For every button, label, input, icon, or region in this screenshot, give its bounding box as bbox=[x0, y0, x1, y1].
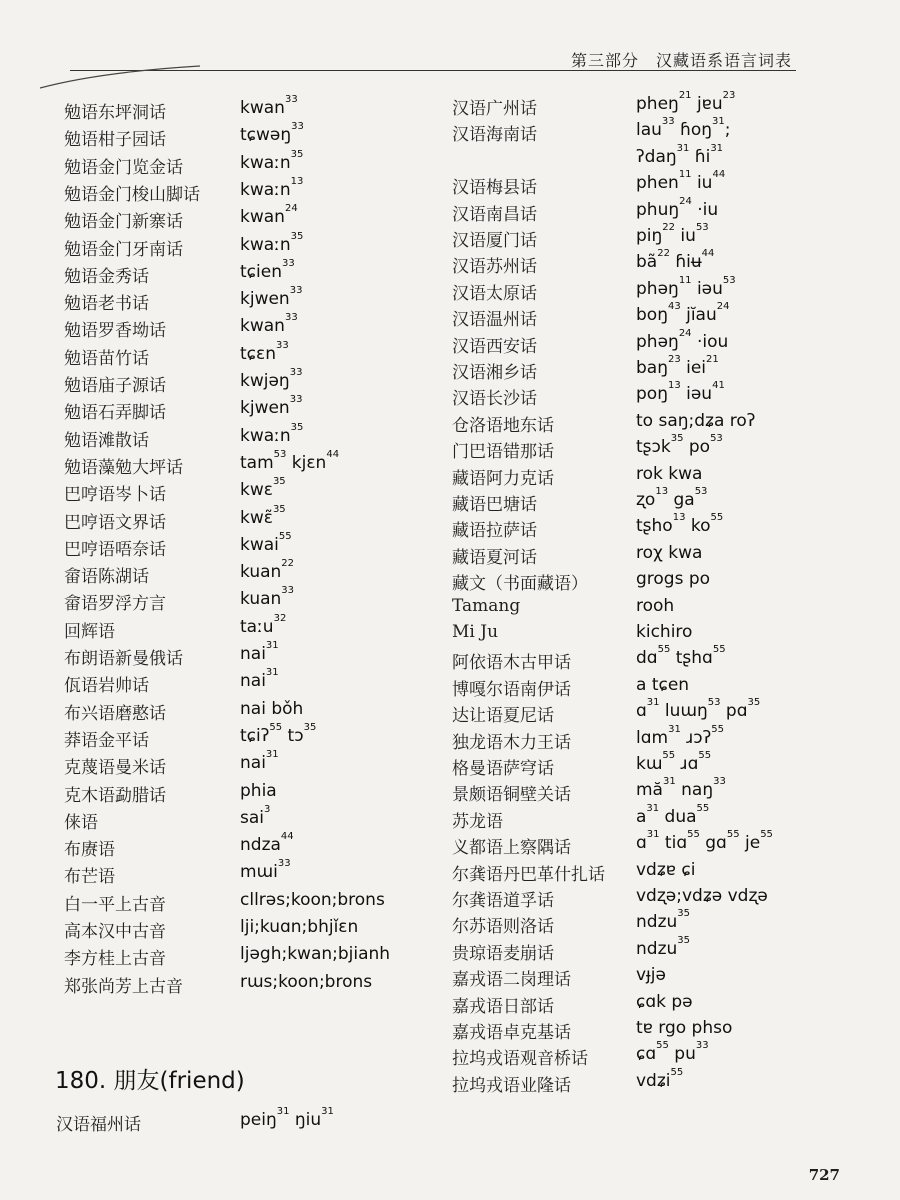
dialect-name: 独龙语木力王话 bbox=[452, 732, 571, 753]
word-form: taːu$^{32}$ bbox=[240, 612, 287, 637]
word-form: phəŋ$^{11}$ iəu$^{53}$ bbox=[636, 274, 736, 299]
dialect-name: 巴哼语唔奈话 bbox=[64, 539, 166, 560]
word-form: peiŋ$^{31}$ ŋiu$^{31}$ bbox=[240, 1106, 334, 1130]
word-form: tam$^{53}$ kjɛn$^{44}$ bbox=[240, 448, 340, 473]
dialect-name: 勉语罗香坳话 bbox=[64, 321, 166, 342]
word-form: $a^{31}$ dua$^{55}$ bbox=[636, 802, 710, 827]
dialect-name: 汉语太原话 bbox=[452, 283, 537, 304]
dialect-name: 藏语巴塘话 bbox=[452, 495, 537, 515]
dialect-name: 克木语勐腊话 bbox=[64, 785, 166, 806]
word-form: phuŋ$^{24}$ ·iu bbox=[636, 195, 719, 220]
dialect-name: 勉语庙子源话 bbox=[64, 376, 166, 396]
word-form: kwan$^{33}$ bbox=[240, 312, 298, 337]
dialect-name: 勉语东坪洞话 bbox=[64, 103, 166, 123]
word-form: tɕwəŋ$^{33}$ bbox=[240, 121, 304, 146]
word-form: roχ kwa bbox=[636, 542, 703, 563]
word-form: nai$^{31}$ bbox=[240, 640, 279, 664]
word-form: nai$^{31}$ bbox=[240, 667, 279, 692]
word-form: tʂho$^{13}$ $ko^{55}$ bbox=[636, 512, 724, 537]
dialect-name: 畲语陈湖话 bbox=[64, 567, 149, 588]
dialect-name: 郑张尚芳上古音 bbox=[64, 976, 183, 997]
word-form: kwaːn$^{35}$ bbox=[240, 230, 304, 255]
word-form: ndzu$^{35}$ bbox=[636, 934, 690, 959]
word-form: $mă^{31}$ naŋ$^{33}$ bbox=[636, 776, 726, 801]
word-form: pheŋ$^{21}$ jɐu$^{23}$ bbox=[636, 90, 736, 114]
dialect-name: 藏文（书面藏语） bbox=[452, 574, 588, 595]
dialect-name: 拉坞戎语观音桥话 bbox=[452, 1049, 588, 1070]
dialect-name: 布芒语 bbox=[64, 867, 115, 888]
page-curl-line bbox=[40, 60, 200, 90]
word-form: kjwen$^{33}$ bbox=[240, 394, 303, 419]
word-form: kwɛ̃$^{35}$ bbox=[240, 503, 286, 528]
dialect-name: 汉语湘乡话 bbox=[452, 363, 537, 383]
dialect-name: 藏语阿力克话 bbox=[452, 468, 554, 489]
dialect-name: 格曼语萨穹话 bbox=[452, 759, 554, 779]
word-form: kichiro bbox=[636, 622, 693, 642]
dialect-name: 苏龙语 bbox=[452, 811, 503, 832]
word-form: rooh bbox=[636, 595, 675, 616]
word-form: ɕɑ$^{55}$ $pu^{33}$ bbox=[636, 1040, 709, 1065]
dialect-name: 布赓语 bbox=[64, 840, 115, 861]
word-form: kwjəŋ$^{33}$ bbox=[240, 367, 303, 391]
dialect-name: 勉语金秀话 bbox=[64, 266, 149, 287]
dialect-name: 李方桂上古音 bbox=[64, 949, 166, 970]
dialect-name: 汉语广州话 bbox=[452, 99, 537, 119]
word-form: ndzu$^{35}$ bbox=[636, 908, 690, 933]
dialect-name: 尔龚语道孚话 bbox=[452, 891, 554, 911]
word-form: vdʐə;vdʑə vdʐə bbox=[636, 886, 768, 906]
dialect-name: 布兴语磨憨话 bbox=[64, 703, 166, 724]
word-form: boŋ$^{43}$ jĭau$^{24}$ bbox=[636, 301, 730, 326]
word-form: kwaːn$^{35}$ bbox=[240, 148, 304, 173]
page-number: 727 bbox=[808, 1166, 840, 1184]
word-form: ndza$^{44}$ bbox=[240, 831, 294, 856]
dialect-name: 门巴语错那话 bbox=[452, 442, 554, 463]
word-form: baŋ$^{23}$ iei$^{21}$ bbox=[636, 354, 719, 378]
dialect-name: 尔龚语丹巴革什扎话 bbox=[452, 864, 605, 885]
dialect-name: 俫语 bbox=[64, 812, 98, 833]
dialect-name: 勉语金门新寨话 bbox=[64, 212, 183, 233]
dialect-name: 汉语西安话 bbox=[452, 336, 537, 357]
dialect-name: 勉语金门览金话 bbox=[64, 157, 183, 178]
word-form: lau$^{33}$ ɦoŋ$^{31}$; bbox=[636, 116, 731, 141]
dialect-name: 嘉戎语二岗理话 bbox=[452, 970, 571, 991]
dialect-name: Tamang bbox=[452, 595, 521, 616]
dialect-name: 尔苏语则洛话 bbox=[452, 917, 554, 938]
word-form: kɯ$^{55}$ ɹɑ$^{55}$ bbox=[636, 750, 712, 774]
dialect-name: 汉语长沙话 bbox=[452, 389, 537, 410]
word-form: nai$^{31}$ bbox=[240, 749, 279, 774]
word-form: ʐo$^{13}$ $ga^{53}$ bbox=[636, 486, 708, 510]
dialect-name: 汉语厦门话 bbox=[452, 231, 537, 251]
section-title: 180. 朋友(friend) bbox=[55, 1068, 245, 1094]
dialect-name: 藏语拉萨话 bbox=[452, 521, 537, 542]
dialect-name: 畲语罗浮方言 bbox=[64, 594, 166, 615]
dialect-name: 博嘎尔语南伊话 bbox=[452, 679, 571, 700]
dialect-name: 回辉语 bbox=[64, 621, 115, 642]
dialect-name: 阿依语木古甲话 bbox=[452, 653, 571, 674]
word-form: piŋ$^{22}$ $iu^{53}$ bbox=[636, 222, 709, 246]
dialect-name: 布朗语新曼俄话 bbox=[64, 649, 183, 669]
dialect-name: 汉语温州话 bbox=[452, 310, 537, 331]
word-form: kwaːn$^{35}$ bbox=[240, 421, 304, 446]
word-form: to saŋ;dʑa roʔ bbox=[636, 410, 756, 431]
word-form: kuan$^{22}$ bbox=[240, 558, 295, 583]
word-form: tɕiʔ$^{55}$ tɔ$^{35}$ bbox=[240, 721, 317, 746]
word-form: ɑ$^{31}$ tiɑ$^{55}$ gɑ$^{55}$ $je^{55}$ bbox=[636, 829, 773, 854]
dialect-name: 勉语金门梭山脚话 bbox=[64, 184, 200, 205]
word-form: vɟjə bbox=[636, 965, 666, 986]
word-form: $bã^{22}$ ɦiʉ$^{44}$ bbox=[636, 248, 715, 273]
word-form: phəŋ$^{24}$ ·iou bbox=[636, 327, 729, 352]
word-form: poŋ$^{13}$ iəu$^{41}$ bbox=[636, 380, 725, 405]
dialect-name: 汉语梅县话 bbox=[452, 178, 537, 199]
word-form: sai$^3$ bbox=[240, 803, 271, 828]
word-form: lji;kuɑn;bhjǐɛn bbox=[240, 917, 359, 937]
word-form: phia bbox=[240, 780, 277, 801]
dialect-name: 克蔑语曼米话 bbox=[64, 758, 166, 779]
word-form: kwan$^{24}$ bbox=[240, 203, 298, 228]
word-form: kjwen$^{33}$ bbox=[240, 285, 303, 310]
word-form: tɕien$^{33}$ bbox=[240, 257, 295, 282]
word-form: tɕɛn$^{33}$ bbox=[240, 339, 289, 364]
dialect-name: 勉语苗竹话 bbox=[64, 348, 149, 369]
dialect-name: 勉语滩散话 bbox=[64, 430, 149, 451]
dialect-name: 义都语上察隅话 bbox=[452, 838, 571, 859]
word-form: vdʑi$^{55}$ bbox=[636, 1066, 684, 1091]
dialect-name: 汉语南昌话 bbox=[452, 204, 537, 225]
dialect-name: 拉坞戎语业隆话 bbox=[452, 1075, 571, 1096]
dialect-name: 景颇语铜壁关话 bbox=[452, 785, 571, 806]
dialect-name: 高本汉中古音 bbox=[64, 922, 166, 942]
word-form: cllrəs;koon;brons bbox=[240, 889, 385, 910]
word-form: ʔdaŋ$^{31}$ ɦi$^{31}$ bbox=[636, 142, 724, 167]
dialect-name: 汉语福州话 bbox=[56, 1115, 141, 1135]
dialect-name: 仓洛语地东话 bbox=[452, 415, 554, 436]
word-form: ɑ$^{31}$ luɯŋ$^{53}$ pɑ$^{35}$ bbox=[636, 697, 761, 722]
word-form: vdʑɐ ɕi bbox=[636, 859, 696, 880]
word-form: kwɛ$^{35}$ bbox=[240, 476, 286, 501]
header-title: 第三部分 汉藏语系语言词表 bbox=[570, 51, 792, 70]
dialect-name: 贵琼语麦崩话 bbox=[452, 943, 554, 964]
dialect-name: 勉语藻勉大坪话 bbox=[64, 457, 183, 478]
word-form: kwan$^{33}$ bbox=[240, 94, 298, 118]
dialect-name: 嘉戎语日部话 bbox=[452, 996, 554, 1017]
word-form: lɑm$^{31}$ ɹɔʔ$^{55}$ bbox=[636, 723, 725, 748]
dialect-name: 勉语老书话 bbox=[64, 294, 149, 315]
word-form: rok kwa bbox=[636, 463, 703, 484]
word-form: dɑ$^{55}$ tʂhɑ$^{55}$ bbox=[636, 644, 726, 669]
word-form: phen$^{11}$ $iu^{44}$ bbox=[636, 169, 726, 194]
dialect-name: 达让语夏尼话 bbox=[452, 706, 554, 727]
dialect-name: 汉语海南话 bbox=[452, 125, 537, 146]
dialect-name: 佤语岩帅话 bbox=[64, 676, 149, 697]
word-form: mɯi$^{33}$ bbox=[240, 858, 291, 883]
dialect-name: 莽语金平话 bbox=[64, 730, 149, 751]
word-form: kwai$^{55}$ bbox=[240, 530, 292, 555]
word-form: a tɕen bbox=[636, 674, 690, 695]
dialect-name: 勉语石弄脚话 bbox=[64, 403, 166, 424]
dialect-name: 勉语柑子园话 bbox=[64, 130, 166, 151]
dialect-name: 藏语夏河话 bbox=[452, 547, 537, 568]
dialect-name: 巴哼语文界话 bbox=[64, 512, 166, 533]
dialect-name: 汉语苏州话 bbox=[452, 257, 537, 278]
dialect-name: Mi Ju bbox=[452, 622, 499, 642]
word-form: rɯs;koon;brons bbox=[240, 971, 373, 992]
word-form: kuan$^{33}$ bbox=[240, 585, 295, 610]
dialect-name: 嘉戎语卓克基话 bbox=[452, 1023, 571, 1043]
word-form: ljəgh;kwan;bjianh bbox=[240, 944, 391, 965]
word-form: kwaːn$^{13}$ bbox=[240, 175, 304, 200]
word-form: grogs po bbox=[636, 569, 711, 590]
word-form: tɐ rgo phso bbox=[636, 1018, 733, 1038]
word-form: nai bǒh bbox=[240, 698, 304, 719]
dialect-name: 勉语金门牙南话 bbox=[64, 239, 183, 260]
word-form: tʂɔk$^{35}$ $po^{53}$ bbox=[636, 433, 723, 458]
word-form: ɕɑk pə bbox=[636, 991, 693, 1012]
dialect-name: 巴哼语岑卜话 bbox=[64, 485, 166, 506]
dialect-name: 白一平上古音 bbox=[64, 894, 166, 915]
